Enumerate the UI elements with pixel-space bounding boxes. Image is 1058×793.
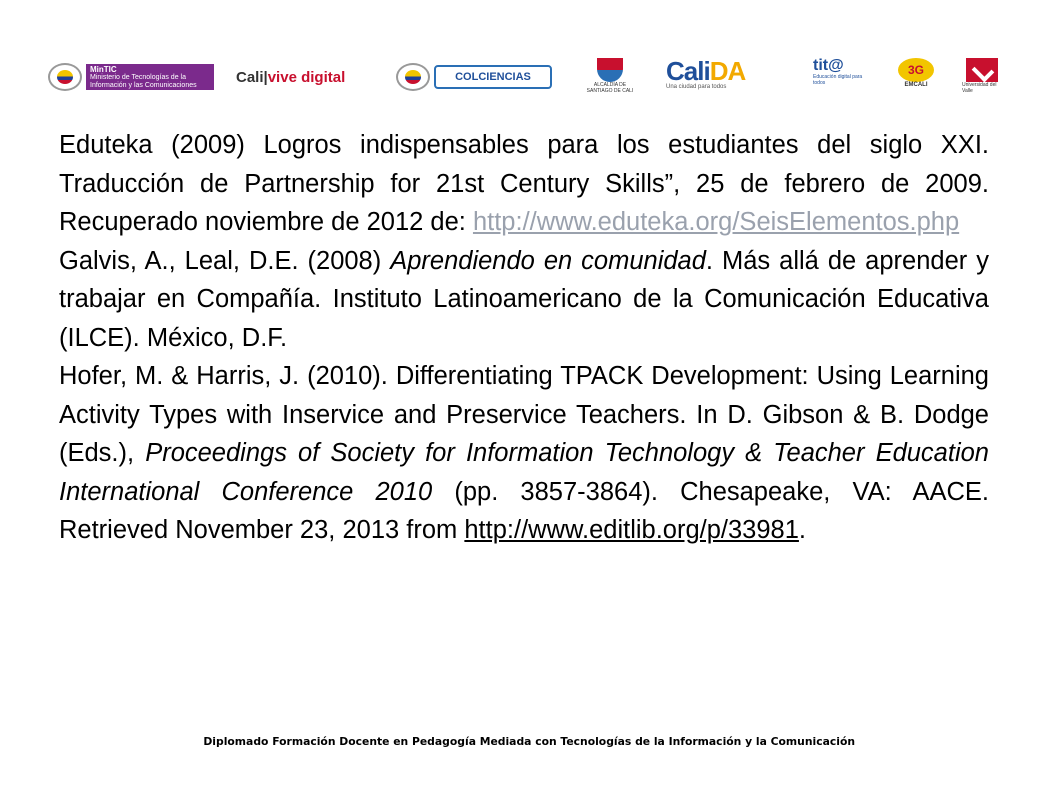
reference-text: Eduteka (2009) Logros indispensables para los estudiantes del siglo XXI. Traducción de Partnership for 21st Century Skills”, 25 de febrero de 2009. Recuperado noviembre de 2012 de: xyxy=(59,131,989,236)
reference-authors: Hofer, M. & Harris, J. (2010). Differentiating TPACK Development: Using Learning Activity Types with Inservice and Preservice Teachers. In D. Gibson & B. Dodge (Eds.), xyxy=(59,362,989,467)
mintic-subtitle: Ministerio de Tecnologías de la Información y las Comunicaciones xyxy=(90,74,197,89)
reference-galvis xyxy=(59,242,989,358)
reference-rest: . Más allá de aprender y trabajar en Compañía. Instituto Latinoamericano de la Comunicación Educativa (ILCE). México, D.F. xyxy=(59,246,989,352)
reference-title: Aprendiendo en comunidad xyxy=(390,246,706,275)
calida-a: Cali xyxy=(666,56,710,86)
mintic-logo xyxy=(48,58,214,96)
colombia-seal-icon xyxy=(48,63,82,91)
eduteka-link[interactable]: http://www.eduteka.org/SeisElementos.php xyxy=(472,208,960,236)
reference-title: Proceedings of Society for Information Technology & Teacher Education International Conference 2010 xyxy=(59,439,989,506)
univalle-mark-icon xyxy=(966,58,998,82)
reference-eduteka xyxy=(59,126,989,242)
calida-tagline: Una ciudad para todos xyxy=(666,84,727,90)
univalle-logo xyxy=(962,58,1002,96)
emcali-badge: 3G xyxy=(898,58,934,82)
footer-caption: Diplomado Formación Docente en Pedagogía Mediada con Tecnologías de la Información y la Comunicación xyxy=(203,735,856,748)
tita-subtitle: Educación digital para todos xyxy=(813,74,863,86)
univalle-caption: Universidad del Valle xyxy=(962,82,997,94)
calivive-b: vive digital xyxy=(267,68,346,86)
mintic-title: MinTIC xyxy=(90,65,117,74)
reference-list xyxy=(59,126,989,550)
cali-vive-digital-logo: Cali | vive digital xyxy=(236,68,346,86)
calida-logo xyxy=(666,58,786,96)
tita-wordmark: tit@ xyxy=(813,57,844,74)
alcaldia-caption: ALCALDÍA DE SANTIAGO DE CALI xyxy=(586,82,634,94)
reference-authors: Galvis, A., Leal, D.E. (2008) xyxy=(59,246,391,275)
alcaldia-cali-logo xyxy=(585,58,635,96)
reference-hofer xyxy=(59,357,989,550)
editlib-link[interactable]: http://www.editlib.org/p/33981 xyxy=(464,516,799,544)
calivive-a: Cali xyxy=(236,68,264,86)
calida-b: DA xyxy=(709,56,746,86)
reference-end: . xyxy=(798,516,807,544)
logo-bar xyxy=(0,52,1058,102)
reference-rest: (pp. 3857-3864). Chesapeake, VA: AACE. Retrieved November 23, 2013 from xyxy=(59,477,989,544)
tita-logo xyxy=(813,58,873,96)
colciencias-logo xyxy=(396,58,560,96)
shield-icon xyxy=(597,58,623,82)
emcali-logo xyxy=(893,58,939,96)
colombia-seal-icon xyxy=(396,63,430,91)
emcali-caption: EMCALI xyxy=(904,82,928,88)
colciencias-wordmark: COLCIENCIAS xyxy=(434,65,552,89)
